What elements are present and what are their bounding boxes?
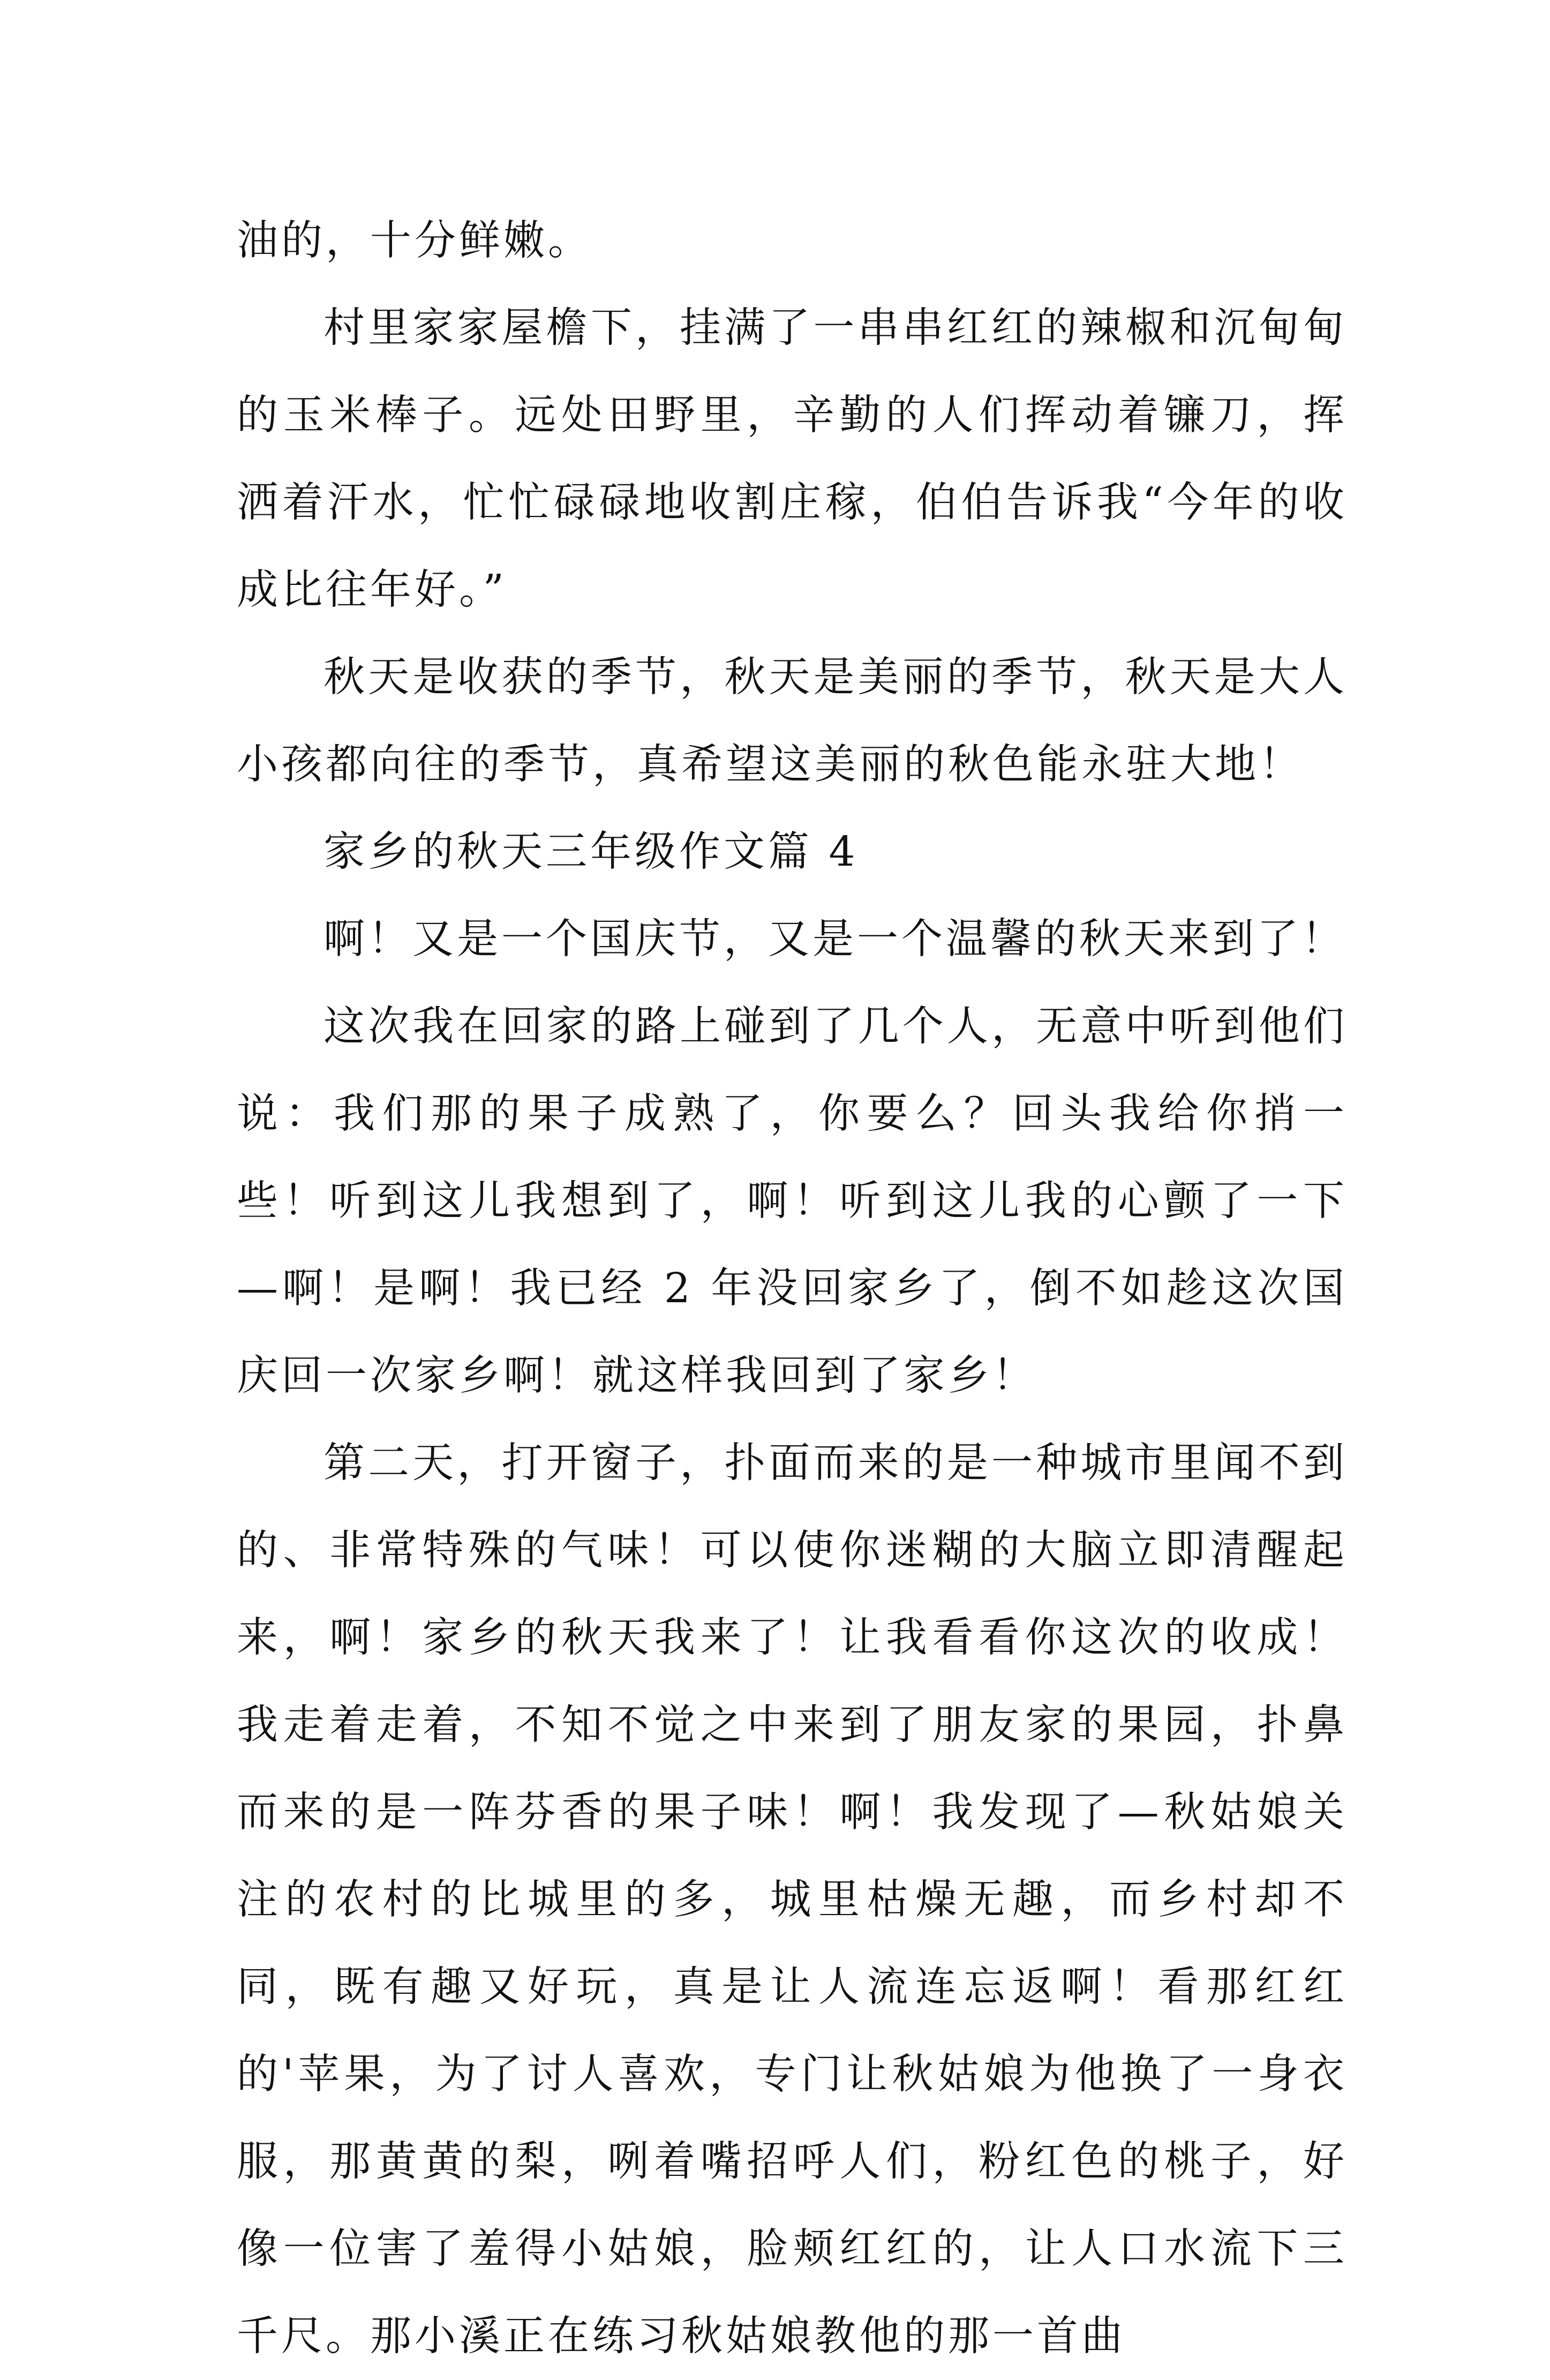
article-body: [237, 197, 1348, 2380]
paragraph-autumn-season: 秋天是收获的季节，秋天是美丽的季节，秋天是大人小孩都向往的季节，真希望这美丽的秋色能永驻大地！: [237, 654, 1348, 789]
paragraph-next-day: 第二天，打开窗子，扑面而来的是一种城市里闻不到的、非常特殊的气味！可以使你迷糊的大脑立即清醒起来，啊！家乡的秋天我来了！让我看看你这次的收成！我走着走着，不知不觉之中来到了朋友家的果园，扑鼻而来的是一阵芬香的果子味！啊！我发现了—秋姑娘关注的农村的比城里的多，城里枯燥无趣，而乡村却不同，既有趣又好玩，真是让人流连忘返啊！看那红红的'苹果，为了讨人喜欢，专门让秋姑娘为他换了一身衣服，那黄黄的梨，咧着嘴招呼人们，粉红色的桃子，好像一位害了羞得小姑娘，脸颊红红的，让人口水流下三千尺。那小溪正在练习秋姑娘教他的那一首曲: [237, 1439, 1348, 2360]
paragraph-continuation: 油的，十分鲜嫩。: [237, 217, 592, 265]
paragraph-village-harvest: 村里家家屋檐下，挂满了一串串红红的辣椒和沉甸甸的玉米棒子。远处田野里，辛勤的人们挥动着镰刀，挥洒着汗水，忙忙碌碌地收割庄稼，伯伯告诉我“今年的收成比往年好。”: [237, 304, 1348, 614]
paragraph-national-day: 啊！又是一个国庆节，又是一个温馨的秋天来到了！: [323, 915, 1346, 963]
paragraph-way-home: 这次我在回家的路上碰到了几个人，无意中听到他们说：我们那的果子成熟了，你要么？回头我给你捎一些！听到这儿我想到了，啊！听到这儿我的心颤了一下—啊！是啊！我已经 2 年没回家乡了，倒不如趁这次国庆回一次家乡啊！就这样我回到了家乡！: [237, 1003, 1348, 1400]
essay-heading: 家乡的秋天三年级作文篇 4: [323, 828, 859, 876]
